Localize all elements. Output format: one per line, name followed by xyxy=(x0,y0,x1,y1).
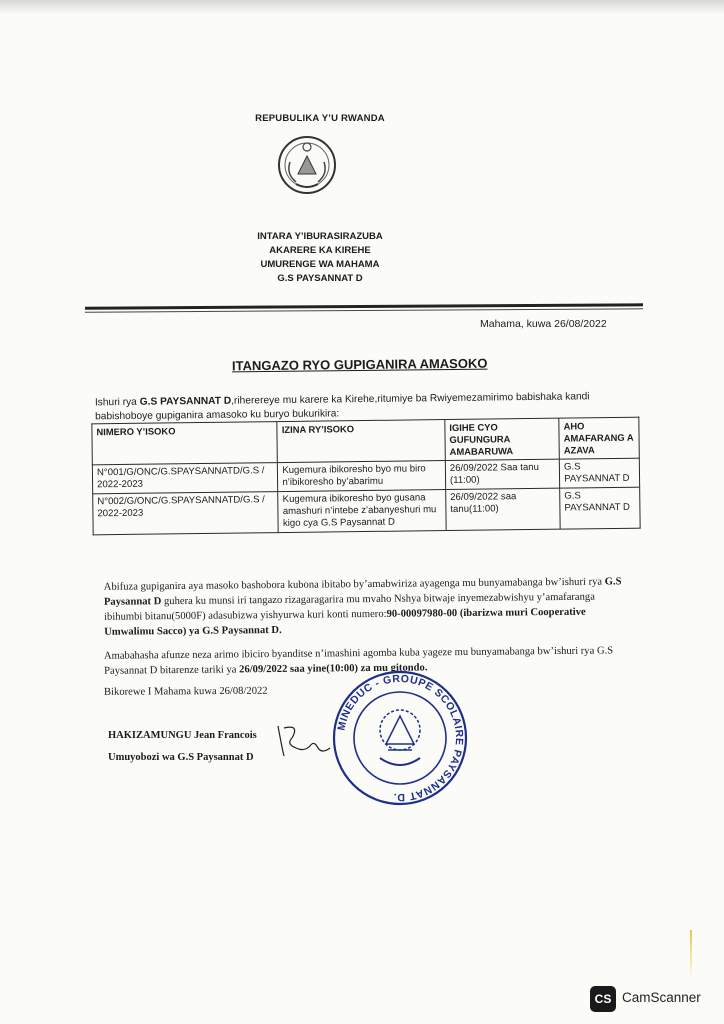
signatory-role: Umuyobozi wa G.S Paysannat D xyxy=(108,752,254,763)
intro-school: G.S PAYSANNAT D xyxy=(139,395,232,408)
tenders-table xyxy=(91,417,640,536)
column-header: IZINA RY’ISOKO xyxy=(277,420,445,463)
tender-number: N°002/G/ONC/G.SPAYSANNATD/G.S / 2022-2023 xyxy=(93,492,279,535)
place-date: Bikorewe I Mahama kuwa 26/08/2022 xyxy=(103,685,268,698)
rwanda-emblem-icon xyxy=(276,134,338,196)
signatory-name: HAKIZAMUNGU Jean Francois xyxy=(108,730,257,741)
stamp-text: MINEDUC - GROUPE SCOLAIRE PAYSANNAT D. xyxy=(335,672,466,804)
para1-part-c: guhera ku munsi iri tangazo rizagaragarira mu mvaho Nshya bitwaje inyemezabwishyu y’amafaranga ibihumbi bitanu(5000F) adasubizwa yishyurwa kuri konti numero: xyxy=(104,591,595,623)
column-header: AHO AMAFARANG A AZAVA xyxy=(559,417,639,459)
para1-school: G.S Paysannat D xyxy=(103,576,622,608)
intro-prefix: Ishuri rya xyxy=(94,396,140,409)
opening-time: 26/09/2022 saa tanu(11:00) xyxy=(446,488,561,530)
camscanner-watermark: CamScanner xyxy=(622,990,701,1005)
intro-rest: ,riherereye mu karere ka Kirehe,ritumiye ba Rwiyemezamirimo babishaka kandi babishoboye gupiganira amasoko ku buryo bukurikira: xyxy=(95,391,590,423)
camscanner-logo-icon: CS xyxy=(590,986,616,1012)
para1-account: 90-00097980-00 (ibarizwa muri Cooperative Umwalimu Sacco) ya G.S Paysannat D. xyxy=(104,606,586,638)
school-line: G.S PAYSANNAT D xyxy=(277,273,363,284)
district-line: AKARERE KA KIREHE xyxy=(269,245,371,256)
province-line: INTARA Y’IBURASIRAZUBA xyxy=(257,231,383,242)
para1-part-a: Abifuza gupiganira aya masoko bashobora kubona ibitabo by’amabwiriza ayagenga mu bunyamabanga bw’ishuri rya xyxy=(103,576,605,593)
para2-part-a: Amabahasha afunze neza arimo ibiciro byanditse n’imashini agomba kuba yageze mu bunyamabanga bw’ishuri rya G.S Paysannat D bitarenze tariki ya xyxy=(103,645,614,677)
tender-name: Kugemura ibikoresho byo gusana amashuri n’intebe z’abanyeshuri mu kigo cya G.S Paysannat D xyxy=(278,490,446,533)
instructions-paragraph xyxy=(104,574,635,640)
funding-source: G.S PAYSANNAT D xyxy=(560,487,640,529)
funding-source: G.S PAYSANNAT D xyxy=(559,458,639,488)
table-row xyxy=(93,487,640,535)
tender-number: N°001/G/ONC/G.SPAYSANNATD/G.S / 2022-2023 xyxy=(92,463,278,494)
administrative-heading xyxy=(200,230,440,286)
sector-line: UMURENGE WA MAHAMA xyxy=(260,259,380,270)
document-title: ITANGAZO RYO GUPIGANIRA AMASOKO xyxy=(231,355,488,374)
column-header: NIMERO Y’ISOKO xyxy=(92,422,278,465)
table-header-row xyxy=(92,417,639,465)
school-stamp xyxy=(330,668,470,808)
scan-shadow xyxy=(0,0,724,14)
tender-name: Kugemura ibikoresho byo mu biro n’ibikoresho by’abarimu xyxy=(278,461,446,492)
country-heading: REPUBULIKA Y’U RWANDA xyxy=(255,113,385,124)
column-header: IGIHE CYO GUFUNGURA AMABARUWA xyxy=(445,418,560,460)
scan-edge-mark xyxy=(690,930,692,980)
opening-time: 26/09/2022 Saa tanu (11:00) xyxy=(445,459,560,489)
para2-deadline: 26/09/2022 saa yine(10:00) za mu gitondo. xyxy=(239,662,428,676)
date-line: Mahama, kuwa 26/08/2022 xyxy=(480,318,607,330)
